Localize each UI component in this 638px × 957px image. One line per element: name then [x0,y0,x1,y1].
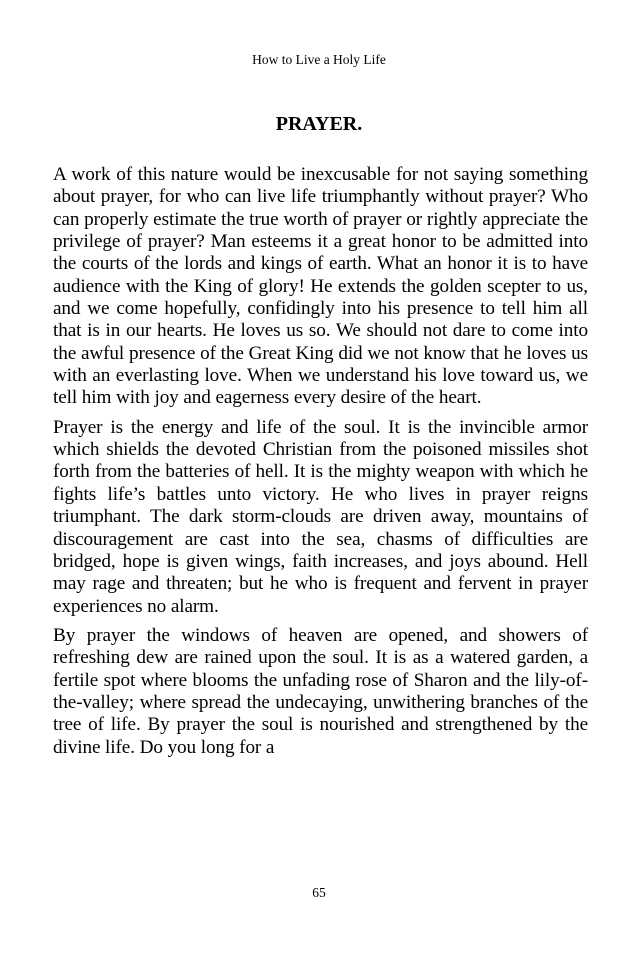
chapter-title: PRAYER. [275,113,363,135]
body-text [53,164,588,766]
paragraph-3: By prayer the windows of heaven are opened, and showers of refreshing dew are rained upon the soul. It is as a watered garden, a fertile spot where blooms the unfading rose of Sharon and the lily-of-the-valley; where spread the undecaying, unwithering branches of the tree of life. By prayer the soul is nourished and strengthened by the divine life. Do you long for a [53,624,588,758]
paragraph-2: Prayer is the energy and life of the soul. It is the invincible armor which shields the devoted Christian from the poisoned missiles shot forth from the batteries of hell. It is the mighty weapon with which he fights life’s battles unto victory. He who lives in prayer reigns triumphant. The dark storm-clouds are driven away, mountains of discouragement are cast into the sea, chasms of difficulties are bridged, hope is given wings, faith increases, and joys abound. Hell may rage and threaten; but he who is frequent and fervent in prayer experiences no alarm. [53,416,588,617]
running-header: How to Live a Holy Life [252,52,386,67]
page-number: 65 [312,885,326,900]
paragraph-1: A work of this nature would be inexcusable for not saying something about prayer, for who can live life triumphantly without prayer? Who can properly estimate the true worth of prayer or rightly appreciate the privilege of prayer? Man esteems it a great honor to be admitted into the courts of the lords and kings of earth. What an honor it is to have audience with the King of glory! He extends the golden scepter to us, and we come hopefully, confidingly into his presence to tell him all that is in our hearts. He loves us so. We should not dare to come into the awful presence of the Great King did we not know that he loves us with an everlasting love. When we understand his love toward us, we tell him with joy and eagerness every desire of the heart. [53,164,588,409]
